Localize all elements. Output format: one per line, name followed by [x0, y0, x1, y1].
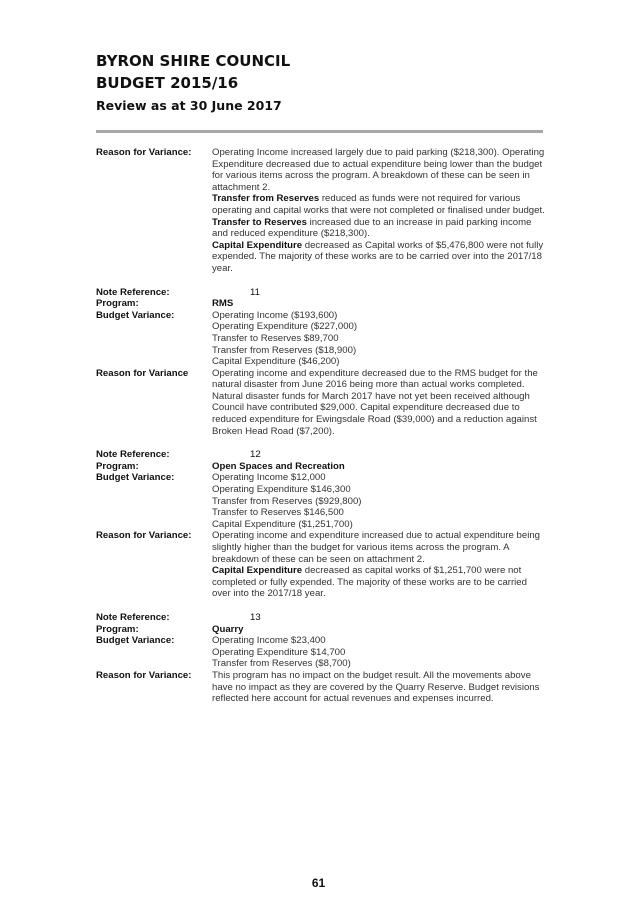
program-name: RMS	[212, 298, 234, 310]
variance-list: Operating Income $23,400 Operating Expenditure $14,700 Transfer from Reserves ($8,700)	[212, 635, 351, 670]
variance-list: Operating Income $12,000 Operating Expenditure $146,300 Transfer from Reserves ($929,800) Transfer to Reserves $146,500 Capital Expenditure ($1,251,700)	[212, 472, 362, 530]
note-13: Note Reference: 13 Program: Quarry Budget Variance: Operating Income $23,400 Operating Expenditure $14,700 Transfer from Reserves ($8,700) Reason for Variance: This program has no impact on the budget result. All the movements above have no impact as they are covered by the Quarry Reserve. Budget revisions reflected here account for actual revenues and expenses incurred.	[96, 612, 546, 705]
report-header	[96, 52, 290, 114]
page-number: 61	[311, 876, 326, 890]
budget-title: BUDGET 2015/16	[96, 74, 239, 92]
note-12: Note Reference: 12 Program: Open Spaces and Recreation Budget Variance: Operating Income $12,000 Operating Expenditure $146,300 Transfer from Reserves ($929,800) Transfer to Reserves $146,500 Capital Expenditure ($1,251,700) Reason for Variance: Operating income and expenditure increased due to actual expenditure being slightly higher than the budget for various items across the program. A breakdown of these can be seen on attachment 2. Capital Expenditure decreased as capital works of $1,251,700 were not completed or fully expended. The majority of these works are to be carried over into the 2017/18 year.	[96, 449, 546, 600]
reason-row-top	[96, 147, 546, 275]
reason-text: Operating income and expenditure decreased due to the RMS budget for the natural disaster from June 2016 being more than actual works completed. Natural disaster funds for March 2017 have not yet been received although Council have contributed $29,000. Capital expenditure decreased due to reduced expenditure for Ewingsdale Road ($39,000) and a reduction against Broken Head Road ($7,200).	[212, 367, 538, 437]
note-11: Note Reference: 11 Program: RMS Budget Variance: Operating Income ($193,600) Operating Expenditure ($227,000) Transfer to Reserves $89,700 Transfer from Reserves ($18,900) Capital Expenditure ($46,200) Reason for Variance Operating income and expenditure decreased due to the RMS budget for the natural disaster from June 2016 being more than actual works completed. Natural disaster funds for March 2017 have not yet been received although Council have contributed $29,000. Capital expenditure decreased due to reduced expenditure for Ewingsdale Road ($39,000) and a reduction against Broken Head Road ($7,200).	[96, 287, 546, 438]
reason-text-top: Operating Income increased largely due to paid parking ($218,300). Operating Expenditure decreased due to actual expenditure being lower than the budget for various items across the program. A breakdown of these can be seen in attachment 2. Transfer from Reserves reduced as funds were not required for various operating and capital works that were not completed or finalised under budget. Transfer to Reserves increased due to an increase in paid parking income and reduced expenditure ($218,300). Capital Expenditure decreased as Capital works of $5,476,800 were not fully expended. The majority of these works are to be carried over into the 2017/18 year.	[212, 147, 545, 274]
review-date: Review as at 30 June 2017	[96, 98, 282, 113]
variance-list: Operating Income ($193,600) Operating Expenditure ($227,000) Transfer to Reserves $89,700 Transfer from Reserves ($18,900) Capital Expenditure ($46,200)	[212, 309, 358, 368]
council-name: BYRON SHIRE COUNCIL	[96, 52, 291, 70]
page-body	[96, 147, 546, 705]
note-ref: 11	[250, 286, 260, 298]
reason-text: Operating income and expenditure increased due to actual expenditure being slightly higher than the budget for various items across the program. A breakdown of these can be seen on attachment 2. Capital Expenditure decreased as capital works of $1,251,700 were not completed or fully expended. The majority of these works are to be carried over into the 2017/18 year.	[212, 530, 541, 600]
program-name: Open Spaces and Recreation	[212, 460, 345, 472]
reason-text: This program has no impact on the budget result. All the movements above have no impact as they are covered by the Quarry Reserve. Budget revisions reflected here account for actual revenues and expenses incurred.	[212, 669, 540, 705]
program-name: Quarry	[212, 623, 244, 635]
reason-label: Reason for Variance:	[96, 147, 192, 158]
note-ref: 13	[250, 611, 261, 623]
note-ref: 12	[250, 449, 261, 461]
header-rule	[96, 130, 543, 133]
